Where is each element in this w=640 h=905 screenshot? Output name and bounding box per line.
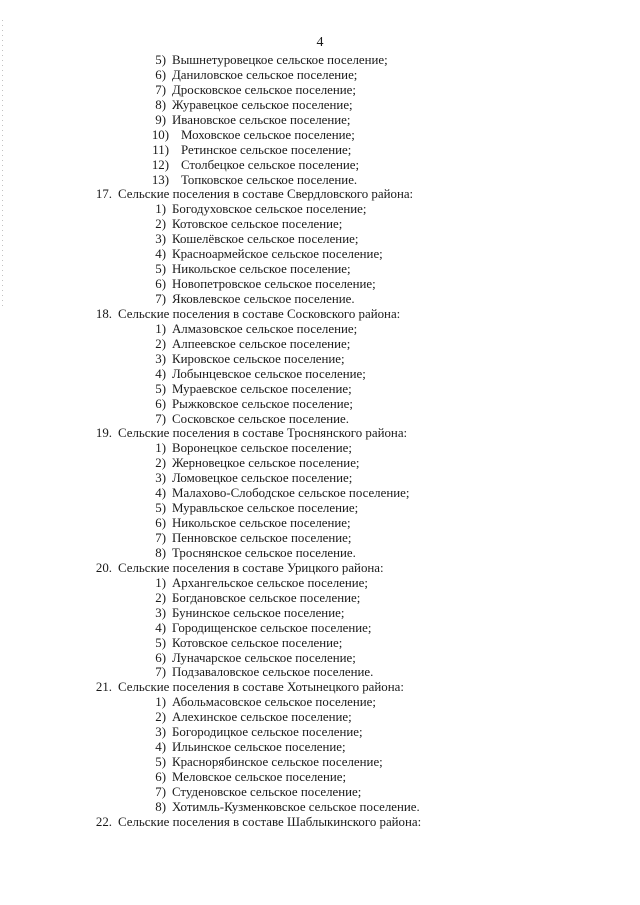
list-item-number: 6) [155, 650, 166, 665]
page-number: 4 [316, 35, 324, 50]
list-item [0, 397, 640, 412]
list-item-text: Пенновское сельское поселение; [172, 531, 352, 545]
list-item-text: Городищенское сельское поселение; [172, 620, 372, 635]
list-item [0, 98, 640, 113]
list-item [0, 636, 640, 651]
list-item-number: 6) [155, 67, 166, 82]
list-item-number: 3) [155, 471, 166, 486]
list-item-number: 4) [155, 247, 166, 262]
list-item [0, 785, 640, 800]
list-item-number: 9) [155, 112, 166, 127]
list-item-number: 7) [155, 784, 166, 799]
list-item-number: 4) [155, 366, 166, 381]
list-item-text: Алпеевское сельское поселение; [172, 336, 351, 351]
list-item-text: Рыжковское сельское поселение; [172, 396, 353, 411]
list-item-number: 7) [155, 665, 166, 680]
list-item [0, 232, 640, 247]
list-item [0, 352, 640, 367]
section-heading-number: 17. [95, 187, 112, 202]
list-item-text: Бунинское сельское поселение; [172, 605, 345, 620]
list-item-text: Дросковское сельское поселение; [172, 82, 356, 97]
list-item-text: Мураевское сельское поселение; [172, 381, 352, 396]
list-item [0, 740, 640, 755]
list-item-text: Хотимль-Кузменковское сельское поселение. [172, 799, 420, 814]
list-item [0, 665, 640, 680]
list-item [0, 217, 640, 232]
list-item-text: Яковлевское сельское поселение. [172, 292, 355, 306]
list-item-number: 5) [155, 755, 166, 770]
section-heading-text: Сельские поселения в составе Хотынецкого района: [118, 680, 404, 695]
section-heading-number: 21. [95, 680, 112, 695]
list-item [0, 68, 640, 83]
list-item-number: 7) [155, 531, 166, 545]
list-item [0, 202, 640, 217]
list-item-text: Меловское сельское поселение; [172, 770, 347, 784]
list-item [0, 531, 640, 546]
section-heading [0, 307, 640, 322]
list-item-text: Богдановское сельское поселение; [172, 590, 361, 605]
list-item-number: 5) [155, 635, 166, 650]
list-item-number: 11) [152, 142, 169, 157]
list-item-text: Кировское сельское поселение; [172, 351, 345, 366]
list-item [0, 113, 640, 128]
list-item [0, 367, 640, 382]
list-item-number: 7) [155, 82, 166, 97]
list-item-number: 6) [155, 396, 166, 411]
list-item-text: Даниловское сельское поселение; [172, 67, 358, 82]
list-item [0, 755, 640, 770]
list-item [0, 725, 640, 740]
list-item-number: 2) [155, 590, 166, 605]
list-item-text: Студеновское сельское поселение; [172, 784, 362, 799]
list-item-number: 8) [155, 97, 166, 112]
list-item-text: Ивановское сельское поселение; [172, 112, 351, 127]
list-item-number: 3) [155, 725, 166, 740]
list-item-text: Сосковское сельское поселение. [172, 411, 349, 426]
list-item-text: Моховское сельское поселение; [181, 127, 355, 142]
list-item-text: Ильинское сельское поселение; [172, 740, 346, 755]
list-item-number: 6) [155, 277, 166, 292]
list-item-text: Котовское сельское поселение; [172, 217, 343, 232]
list-item-number: 8) [155, 799, 166, 814]
list-item-text: Троснянское сельское поселение. [172, 545, 356, 560]
list-item [0, 651, 640, 666]
list-item [0, 770, 640, 785]
section-heading [0, 680, 640, 695]
list-item-number: 5) [155, 501, 166, 516]
list-item-number: 4) [155, 620, 166, 635]
list-item-text: Ретинское сельское поселение; [181, 142, 352, 157]
list-item-number: 2) [155, 336, 166, 351]
list-item-number: 10) [151, 127, 169, 142]
list-item-text: Кошелёвское сельское поселение; [172, 232, 359, 247]
list-item [0, 143, 640, 158]
list-item-number: 1) [155, 575, 166, 590]
list-item-text: Богодуховское сельское поселение; [172, 202, 367, 217]
list-item-text: Воронецкое сельское поселение; [172, 441, 352, 456]
section-heading [0, 561, 640, 576]
list-item-text: Алехинское сельское поселение; [172, 710, 352, 725]
list-item-number: 4) [155, 740, 166, 755]
list-item [0, 337, 640, 352]
list-item-text: Ломовецкое сельское поселение; [172, 471, 353, 486]
list-item-number: 12) [151, 157, 169, 172]
list-item [0, 158, 640, 173]
list-item [0, 262, 640, 277]
list-item-number: 4) [155, 486, 166, 501]
list-item-text: Лобынцевское сельское поселение; [172, 366, 366, 381]
section-heading-text: Сельские поселения в составе Шаблыкинского района: [118, 814, 422, 829]
list-item-text: Архангельское сельское поселение; [172, 575, 368, 590]
list-item [0, 621, 640, 636]
list-item-number: 6) [155, 770, 166, 784]
list-item-number: 2) [155, 710, 166, 725]
list-item-number: 7) [155, 292, 166, 306]
list-item-text: Вышнетуровецкое сельское поселение; [172, 53, 388, 67]
list-item-number: 3) [155, 232, 166, 247]
section-heading [0, 426, 640, 441]
list-item-number: 1) [155, 441, 166, 456]
list-item [0, 412, 640, 427]
list-item [0, 53, 640, 68]
section-heading [0, 187, 640, 202]
list-item-text: Журавецкое сельское поселение; [172, 97, 353, 112]
section-heading-text: Сельские поселения в составе Троснянского района: [118, 426, 408, 441]
list-item-text: Муравльское сельское поселение; [172, 501, 359, 516]
settlements-list [0, 53, 640, 830]
section-heading-text: Сельские поселения в составе Свердловского района: [118, 187, 414, 202]
list-item-text: Малахово-Слободское сельское поселение; [172, 486, 410, 501]
list-item [0, 441, 640, 456]
list-item [0, 277, 640, 292]
list-item [0, 710, 640, 725]
list-item-text: Краснорябинское сельское поселение; [172, 755, 383, 770]
list-item-number: 2) [155, 456, 166, 471]
list-item-text: Никольское сельское поселение; [172, 516, 351, 531]
list-item [0, 292, 640, 307]
list-item-number: 3) [155, 351, 166, 366]
section-heading-number: 18. [95, 306, 112, 321]
list-item [0, 591, 640, 606]
list-item-number: 5) [155, 381, 166, 396]
list-item-number: 1) [155, 695, 166, 710]
list-item-text: Подзаваловское сельское поселение. [172, 665, 374, 680]
list-item-text: Алмазовское сельское поселение; [172, 321, 358, 336]
list-item [0, 576, 640, 591]
list-item-text: Красноармейское сельское поселение; [172, 247, 383, 262]
list-item [0, 382, 640, 397]
section-heading-number: 22. [95, 814, 112, 829]
section-heading-text: Сельские поселения в составе Сосковского района: [118, 306, 401, 321]
list-item-text: Абольмасовское сельское поселение; [172, 695, 376, 710]
list-item [0, 516, 640, 531]
list-item [0, 501, 640, 516]
list-item-text: Никольское сельское поселение; [172, 262, 351, 277]
list-item-number: 2) [155, 217, 166, 232]
list-item [0, 322, 640, 337]
list-item-number: 13) [151, 172, 169, 187]
list-item [0, 471, 640, 486]
list-item-number: 5) [155, 262, 166, 277]
list-item-text: Жерновецкое сельское поселение; [172, 456, 360, 471]
list-item-text: Топковское сельское поселение. [181, 172, 358, 187]
list-item [0, 247, 640, 262]
list-item-number: 8) [155, 545, 166, 560]
list-item-text: Богородицкое сельское поселение; [172, 725, 363, 740]
list-item [0, 695, 640, 710]
list-item-text: Столбецкое сельское поселение; [181, 157, 360, 172]
section-heading-text: Сельские поселения в составе Урицкого района: [118, 560, 384, 575]
section-heading-number: 19. [95, 426, 112, 441]
list-item-number: 1) [155, 202, 166, 217]
list-item-number: 3) [155, 605, 166, 620]
list-item [0, 606, 640, 621]
list-item [0, 173, 640, 188]
list-item-text: Котовское сельское поселение; [172, 635, 343, 650]
list-item-text: Луначарское сельское поселение; [172, 650, 356, 665]
section-heading [0, 815, 640, 830]
list-item-number: 5) [155, 53, 166, 67]
list-item-number: 6) [155, 516, 166, 531]
list-item-number: 1) [155, 321, 166, 336]
list-item [0, 83, 640, 98]
list-item-text: Новопетровское сельское поселение; [172, 277, 376, 292]
section-heading-number: 20. [95, 560, 112, 575]
list-item [0, 546, 640, 561]
list-item [0, 128, 640, 143]
list-item [0, 800, 640, 815]
list-item-number: 7) [155, 411, 166, 426]
list-item [0, 456, 640, 471]
list-item [0, 486, 640, 501]
